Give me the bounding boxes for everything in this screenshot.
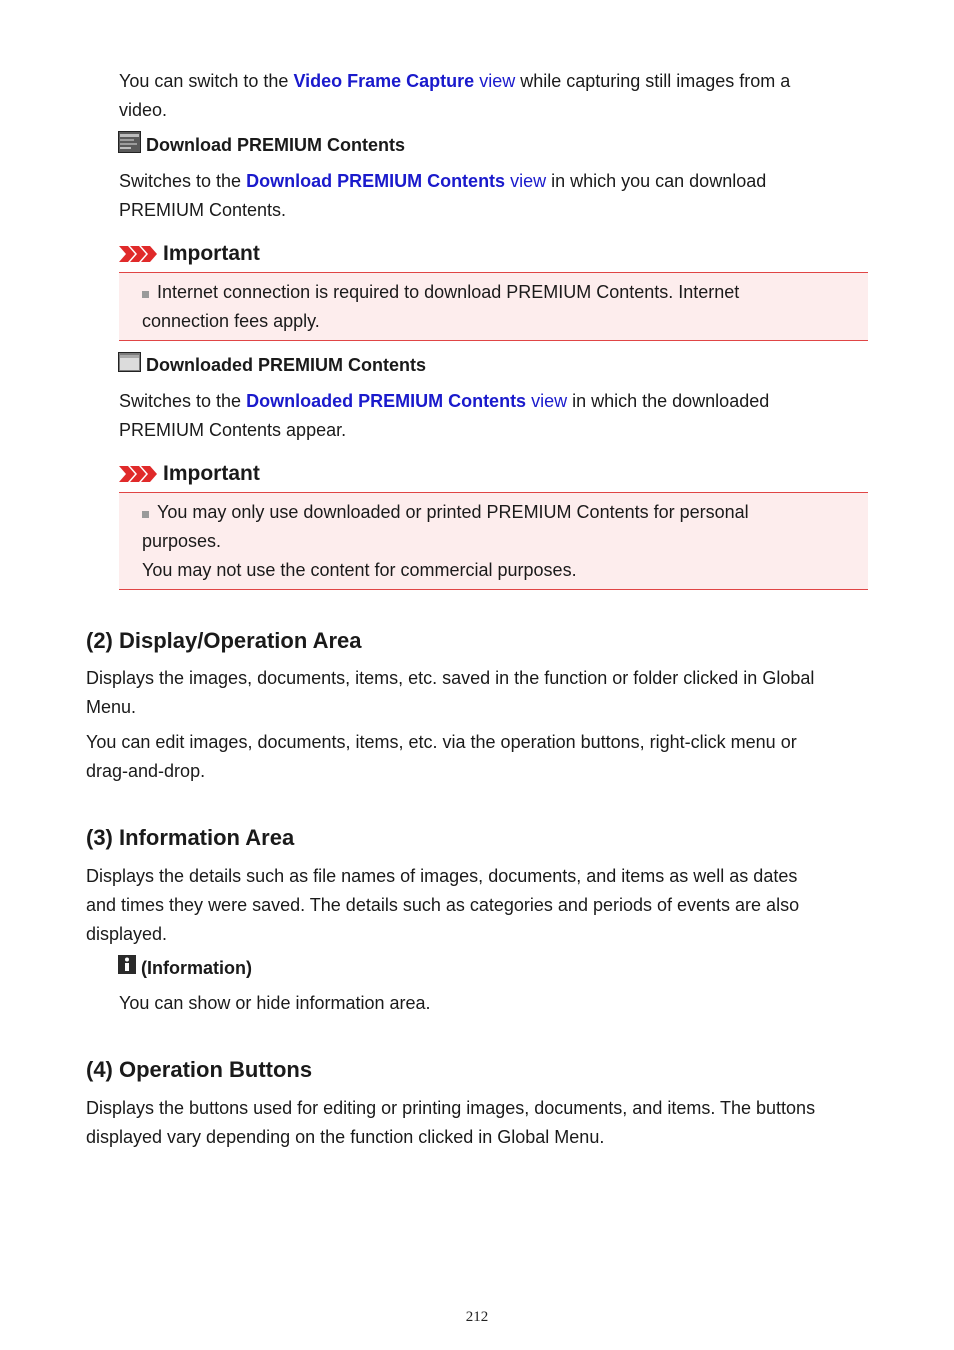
download-premium-contents-link[interactable]: Download PREMIUM Contents view [246, 171, 547, 191]
important-box-1: Internet connection is required to download PREMIUM Contents. Internet connection fees apply. [119, 272, 868, 341]
download-premium-description: Switches to the Download PREMIUM Contents view in which you can download PREMIUM Contents. [119, 171, 767, 220]
important-heading-2: Important [119, 461, 260, 487]
information-button-description: You can show or hide information area. [119, 993, 431, 1013]
information-icon [118, 955, 136, 980]
important-arrows-icon [119, 466, 157, 482]
download-premium-heading: Download PREMIUM Contents [118, 131, 405, 159]
downloaded-premium-description: Switches to the Downloaded PREMIUM Contents view in which the downloaded PREMIUM Contents appear. [119, 391, 770, 440]
important-box-2: You may only use downloaded or printed PREMIUM Contents for personal purposes. You may not use the content for commercial purposes. [119, 492, 868, 590]
information-button-heading: (Information) [118, 955, 252, 980]
information-area-heading: (3) Information Area [86, 825, 295, 850]
information-area-text: Displays the details such as file names of images, documents, and items as well as dates and times they were saved. The details such as categories and periods of events are also displayed. [86, 866, 800, 944]
download-premium-contents-icon [118, 131, 141, 159]
display-operation-area-heading: (2) Display/Operation Area [86, 628, 362, 653]
bullet-square-icon [142, 511, 149, 518]
downloaded-premium-contents-icon [118, 352, 141, 378]
video-frame-capture-paragraph: You can switch to the Video Frame Capture view while capturing still images from a video. [119, 71, 791, 120]
downloaded-premium-heading: Downloaded PREMIUM Contents [118, 352, 426, 378]
page-number: 212 [465, 1309, 489, 1325]
video-frame-capture-link[interactable]: Video Frame Capture view [293, 71, 516, 91]
important-arrows-icon [119, 246, 157, 262]
operation-buttons-heading: (4) Operation Buttons [86, 1057, 313, 1082]
display-operation-area-text-2: You can edit images, documents, items, etc. via the operation buttons, right-click menu or drag-and-drop. [86, 732, 797, 781]
bullet-square-icon [142, 291, 149, 298]
display-operation-area-text: Displays the images, documents, items, etc. saved in the function or folder clicked in Global Menu. [86, 668, 815, 717]
important-heading-1: Important [119, 241, 260, 267]
operation-buttons-text: Displays the buttons used for editing or printing images, documents, and items. The buttons displayed vary depending on the function clicked in Global Menu. [86, 1098, 816, 1147]
downloaded-premium-contents-link[interactable]: Downloaded PREMIUM Contents view [246, 391, 568, 411]
